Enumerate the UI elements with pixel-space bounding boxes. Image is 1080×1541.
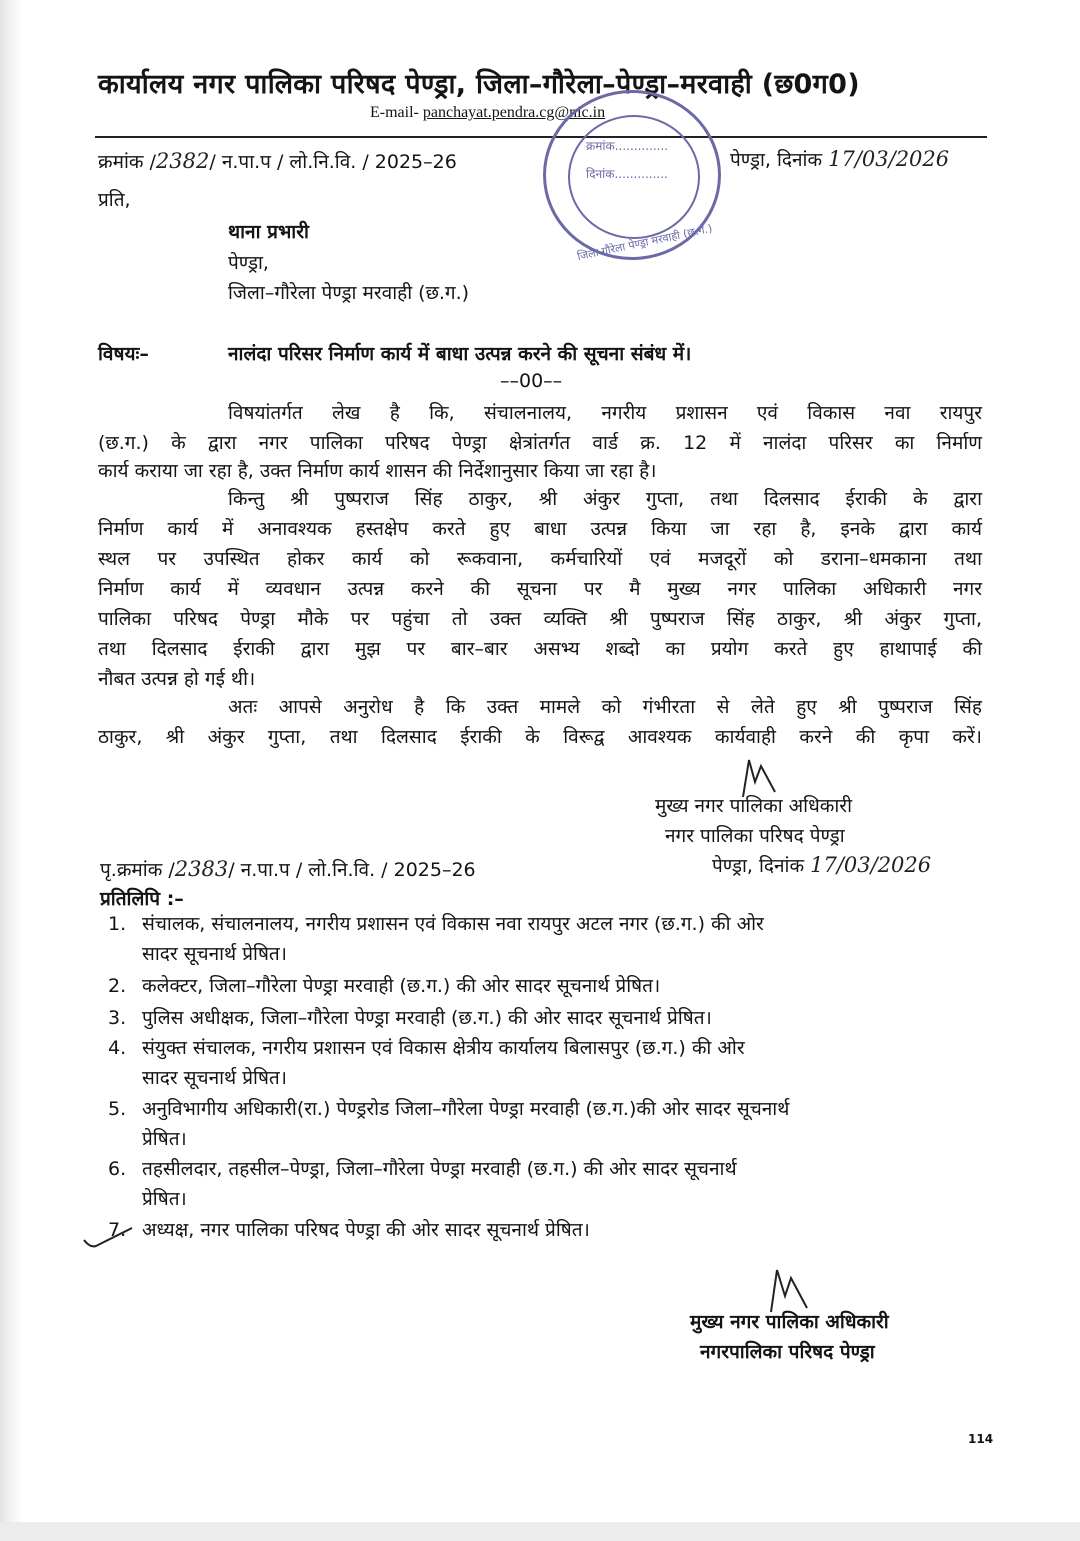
email-label: E-mail- bbox=[370, 104, 423, 121]
body-line: कार्य कराया जा रहा है, उक्त निर्माण कार्य शासन की निर्देशानुसार किया जा रहा है। bbox=[98, 460, 657, 482]
scan-edge-shadow bbox=[0, 0, 22, 1541]
subject-text: नालंदा परिसर निर्माण कार्य में बाधा उत्पन्न करने की सूचना संबंध में। bbox=[228, 343, 692, 365]
page-number: 114 bbox=[968, 1432, 994, 1446]
ref-prefix: क्रमांक / bbox=[98, 151, 156, 173]
body-line: निर्माण कार्य में व्यवधान उत्पन्न करने की सूचना पर मै मुख्य नगर पालिका अधिकारी नगर bbox=[98, 578, 982, 600]
copy-list-item-cont: प्रेषित। bbox=[142, 1128, 187, 1150]
body-line: पालिका परिषद पेण्ड्रा मौके पर पहुंचा तो उक्त व्यक्ति श्री पुष्पराज सिंह ठाकुर, श्री अंकुर गुप्ता, bbox=[98, 608, 982, 630]
item-number: 3. bbox=[108, 1007, 127, 1029]
subject-label: विषयः– bbox=[98, 343, 149, 365]
date-label: पेण्ड्रा, दिनांक bbox=[730, 149, 829, 171]
item-text: पुलिस अधीक्षक, जिला–गौरेला पेण्ड्रा मरवाही (छ.ग.) की ओर सादर सूचनार्थ प्रेषित। bbox=[142, 1007, 712, 1029]
item-text: संचालक, संचालनालय, नगरीय प्रशासन एवं विकास नवा रायपुर अटल नगर (छ.ग.) की ओर bbox=[142, 913, 764, 935]
copies-heading: प्रतिलिपि :– bbox=[100, 888, 184, 910]
copy-list-item-cont: सादर सूचनार्थ प्रेषित। bbox=[142, 1067, 287, 1089]
scan-bottom-strip bbox=[0, 1522, 1080, 1541]
recipient-title: थाना प्रभारी bbox=[228, 221, 309, 243]
copy-list-item-cont: प्रेषित। bbox=[142, 1188, 187, 1210]
copy-list-item bbox=[108, 1216, 590, 1242]
item-text: अध्यक्ष, नगर पालिका परिषद पेण्ड्रा की ओर सादर सूचनार्थ प्रेषित। bbox=[142, 1219, 590, 1241]
item-number: 7. bbox=[108, 1219, 127, 1241]
item-text: कलेक्टर, जिला–गौरेला पेण्ड्रा मरवाही (छ.ग.) की ओर सादर सूचनार्थ प्रेषित। bbox=[142, 975, 661, 997]
item-number: 2. bbox=[108, 975, 127, 997]
stamp-ring-text: जिला गौरेला पेण्ड्रा मरवाही (छ.ग.) bbox=[576, 221, 714, 264]
body-line: विषयांतर्गत लेख है कि, संचालनालय, नगरीय प्रशासन एवं विकास नवा रायपुर bbox=[228, 402, 982, 424]
copy-ref-suffix: / न.पा.प / लो.नि.वि. / 2025–26 bbox=[228, 859, 476, 881]
letterhead-title: कार्यालय नगर पालिका परिषद पेण्ड्रा, जिला–गौरेला–पेण्ड्रा–मरवाही (छ0ग0) bbox=[98, 69, 860, 100]
copy-ref-handwritten-number: 2383 bbox=[174, 857, 229, 881]
copy-list-item bbox=[108, 972, 660, 998]
signatory-office: नगर पालिका परिषद पेण्ड्रा bbox=[665, 825, 845, 847]
reference-number bbox=[98, 148, 457, 174]
item-number: 4. bbox=[108, 1037, 127, 1059]
copy-list-item bbox=[108, 1004, 712, 1030]
copy-list-item bbox=[108, 1095, 789, 1121]
copy-list-item-cont: सादर सूचनार्थ प्रेषित। bbox=[142, 943, 287, 965]
copy-handwritten-date: 17/03/2026 bbox=[810, 853, 932, 877]
item-number: 5. bbox=[108, 1098, 127, 1120]
signatory-designation-2: मुख्य नगर पालिका अधिकारी bbox=[690, 1311, 889, 1333]
body-line: ठाकुर, श्री अंकुर गुप्ता, तथा दिलसाद ईराकी के विरूद्व आवश्यक कार्यवाही करने की कृपा करें। bbox=[98, 726, 982, 748]
copy-list-item bbox=[108, 910, 764, 936]
item-text: संयुक्त संचालक, नगरीय प्रशासन एवं विकास क्षेत्रीय कार्यालय बिलासपुर (छ.ग.) की ओर bbox=[142, 1037, 745, 1059]
item-number: 1. bbox=[108, 913, 127, 935]
header-divider bbox=[95, 136, 987, 138]
copy-date-label: पेण्ड्रा, दिनांक bbox=[712, 855, 811, 877]
body-line: किन्तु श्री पुष्पराज सिंह ठाकुर, श्री अंकुर गुप्ता, तथा दिलसाद ईराकी के द्वारा bbox=[228, 488, 982, 510]
to-label: प्रति, bbox=[98, 189, 131, 211]
subject-separator: ––00–– bbox=[500, 370, 563, 392]
body-line: (छ.ग.) के द्वारा नगर पालिका परिषद पेण्ड्रा क्षेत्रांतर्गत वार्ड क्र. 12 में नालंदा परिसर का निर्माण bbox=[98, 432, 982, 454]
item-text: तहसीलदार, तहसील–पेण्ड्रा, जिला–गौरेला पेण्ड्रा मरवाही (छ.ग.) की ओर सादर सूचनार्थ bbox=[142, 1158, 737, 1180]
office-stamp bbox=[543, 90, 721, 264]
ref-handwritten-number: 2382 bbox=[155, 149, 210, 173]
email-address: panchayat.pendra.cg@nic.in bbox=[422, 104, 606, 121]
body-line: तथा दिलसाद ईराकी द्वारा मुझ पर बार–बार असभ्य शब्दो का प्रयोग करते हुए हाथापाई की bbox=[98, 638, 982, 660]
ref-suffix: / न.पा.प / लो.नि.वि. / 2025–26 bbox=[209, 151, 457, 173]
copy-list-item bbox=[108, 1155, 737, 1181]
stamp-field-date: दिनांक.............. bbox=[586, 167, 668, 181]
body-line: निर्माण कार्य में अनावश्यक हस्तक्षेप करते हुए बाधा उत्पन्न किया जा रहा है, इनके द्वारा कार्य bbox=[98, 518, 982, 540]
recipient-district: जिला–गौरेला पेण्ड्रा मरवाही (छ.ग.) bbox=[228, 282, 470, 304]
body-line: नौबत उत्पन्न हो गई थी। bbox=[98, 668, 256, 690]
stamp-field-number: क्रमांक.............. bbox=[586, 139, 669, 153]
handwritten-date: 17/03/2026 bbox=[828, 147, 950, 171]
copy-ref-prefix: पृ.क्रमांक / bbox=[100, 859, 175, 881]
copy-list-item bbox=[108, 1034, 745, 1060]
item-number: 6. bbox=[108, 1158, 127, 1180]
item-text: अनुविभागीय अधिकारी(रा.) पेण्ड्ररोड जिला–गौरेला पेण्ड्रा मरवाही (छ.ग.)की ओर सादर सूचनार्थ bbox=[142, 1098, 790, 1120]
recipient-place: पेण्ड्रा, bbox=[228, 252, 269, 274]
handwritten-tick-mark bbox=[80, 1222, 140, 1252]
body-line: स्थल पर उपस्थित होकर कार्य को रूकवाना, कर्मचारियों एवं मजदूरों को डराना–धमकाना तथा bbox=[98, 548, 982, 570]
signatory-designation: मुख्य नगर पालिका अधिकारी bbox=[655, 795, 852, 817]
copy-reference-number bbox=[100, 856, 476, 882]
body-line: अतः आपसे अनुरोध है कि उक्त मामले को गंभीरता से लेते हुए श्री पुष्पराज सिंह bbox=[228, 696, 982, 718]
reference-date bbox=[730, 146, 949, 172]
copy-reference-date bbox=[712, 852, 931, 878]
signatory-office-2: नगरपालिका परिषद पेण्ड्रा bbox=[700, 1341, 875, 1363]
